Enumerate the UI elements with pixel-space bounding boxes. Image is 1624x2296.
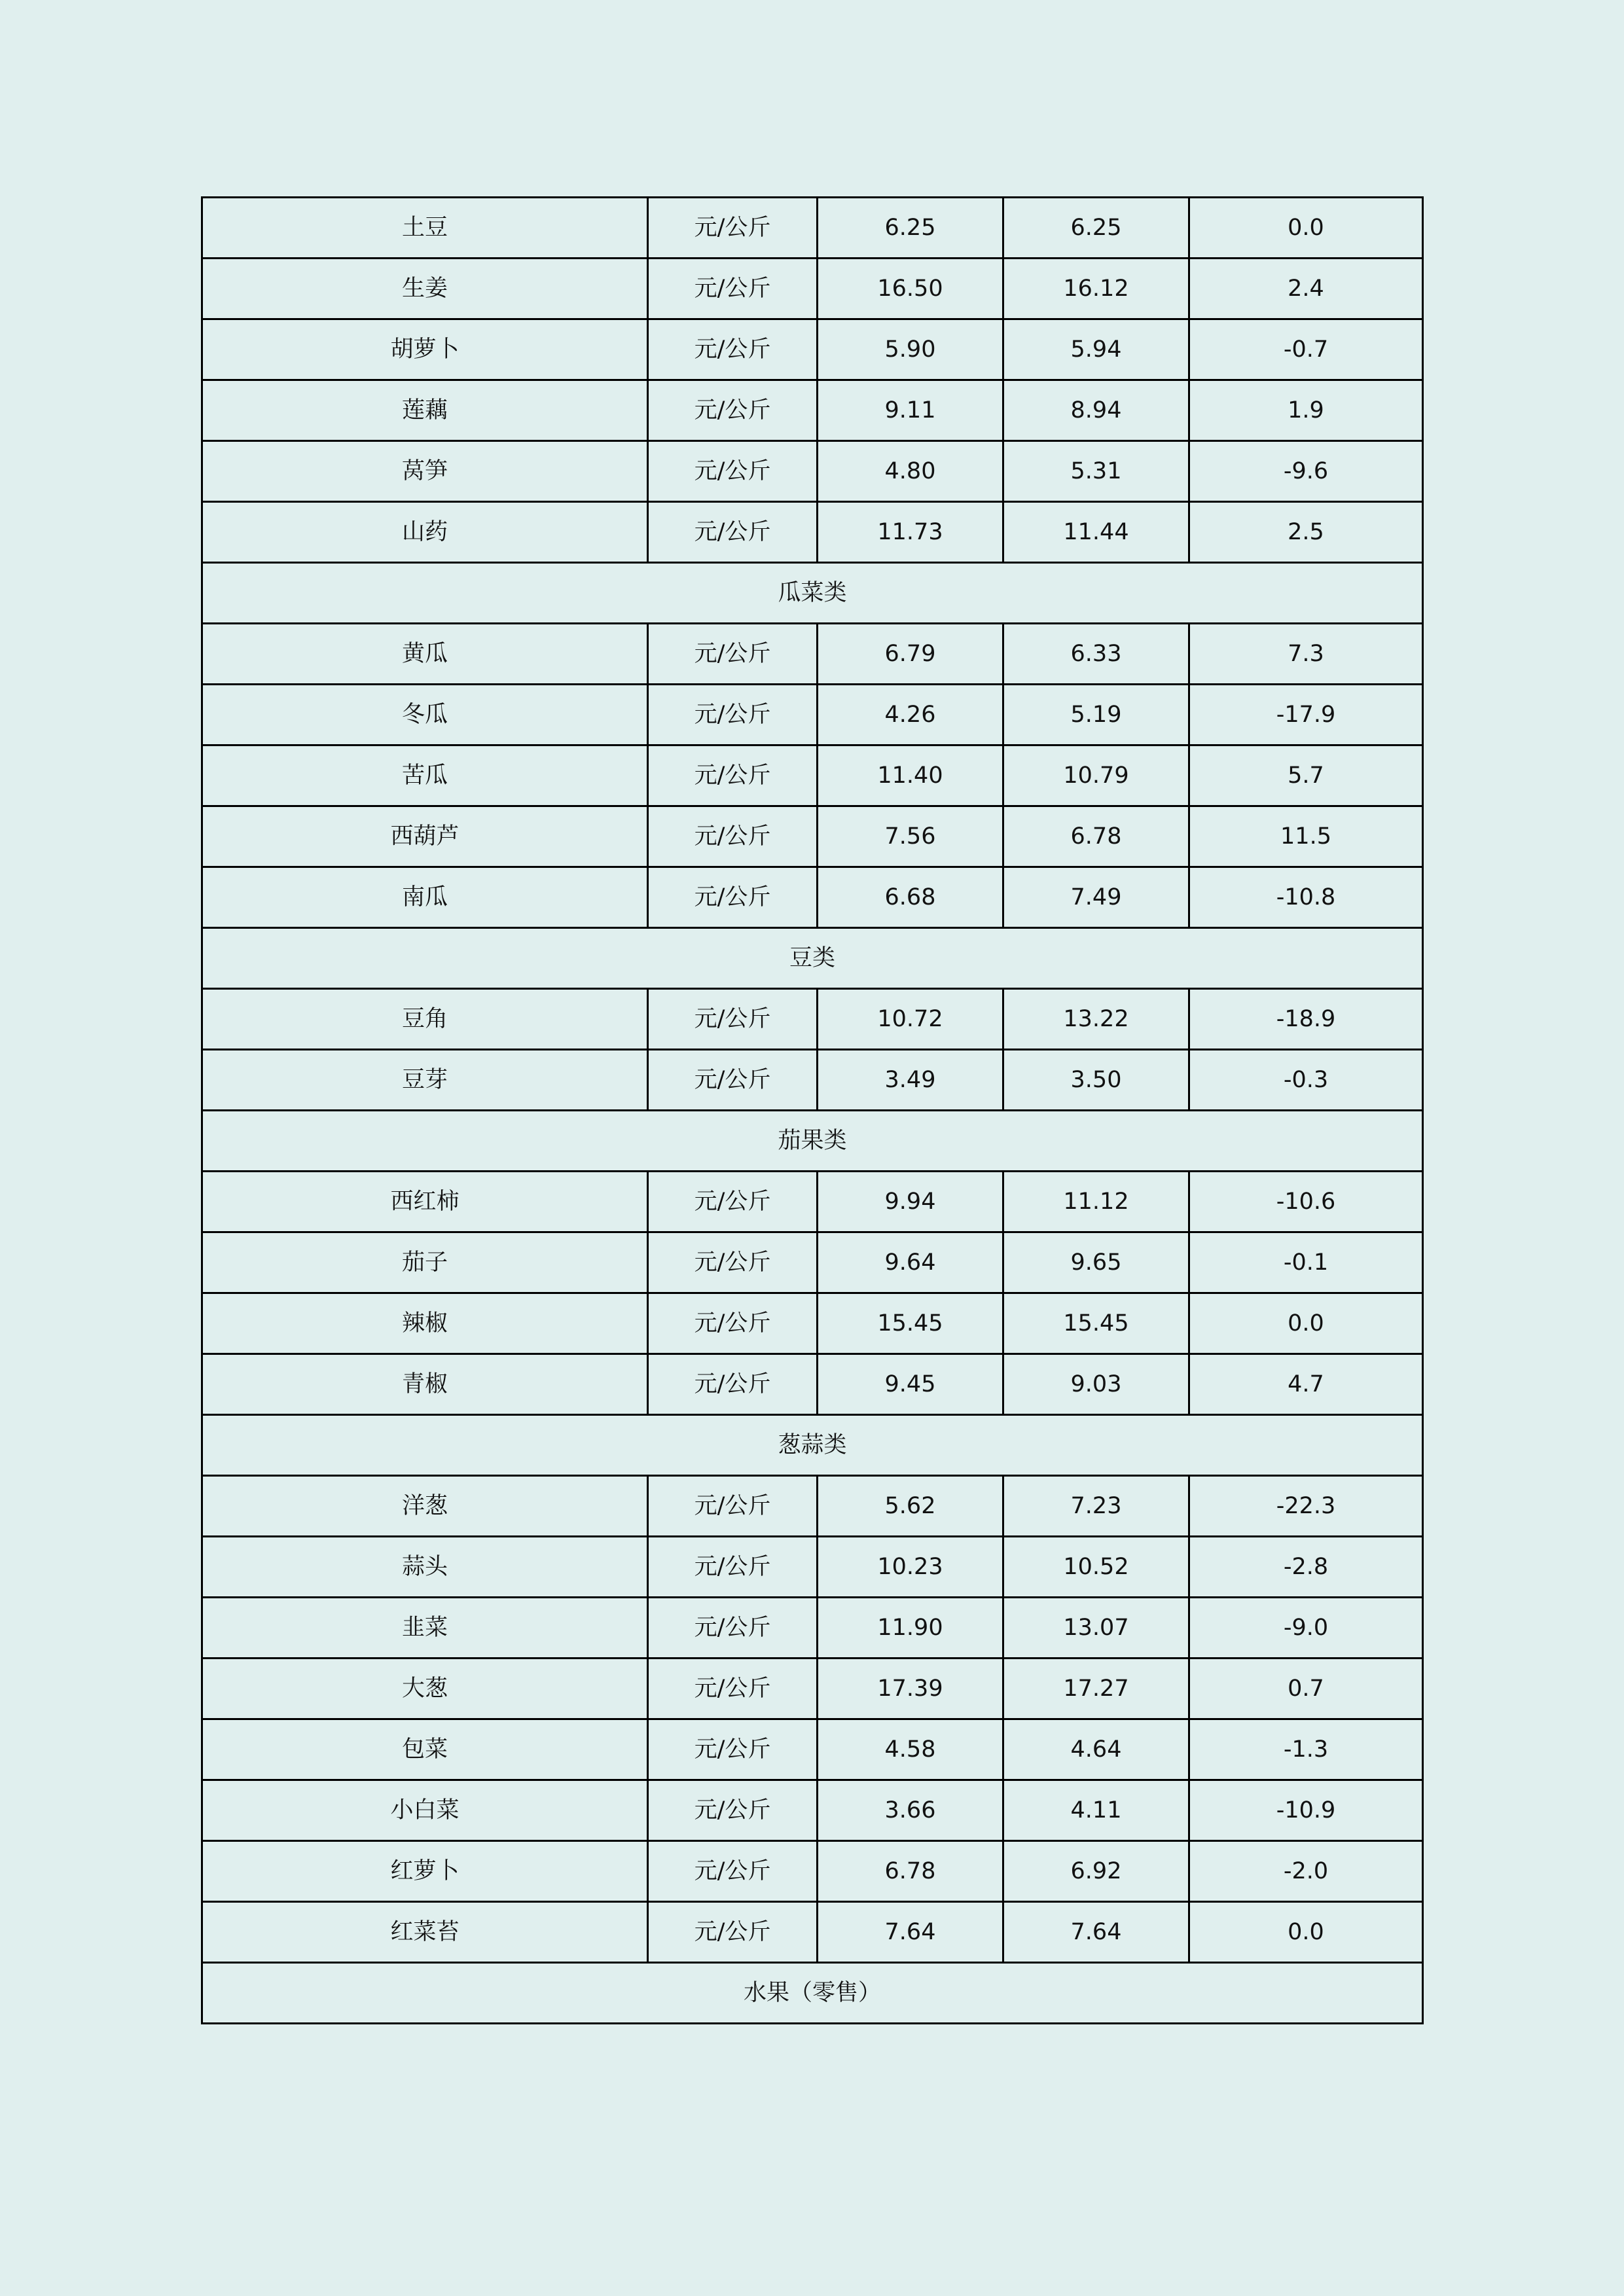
category-row	[202, 563, 1423, 624]
table-row	[202, 745, 1423, 806]
current-price-cell: 6.68	[818, 867, 1003, 928]
previous-price-cell: 9.65	[1003, 1232, 1189, 1293]
item-name-cell: 洋葱	[202, 1476, 648, 1537]
previous-price-cell: 16.12	[1003, 259, 1189, 319]
unit-cell: 元/公斤	[648, 441, 818, 502]
change-percent-cell: 5.7	[1189, 745, 1423, 806]
unit-cell: 元/公斤	[648, 685, 818, 745]
table-row	[202, 1050, 1423, 1111]
previous-price-cell: 13.22	[1003, 989, 1189, 1050]
previous-price-cell: 11.12	[1003, 1172, 1189, 1232]
unit-cell: 元/公斤	[648, 1841, 818, 1902]
unit-cell: 元/公斤	[648, 1050, 818, 1111]
current-price-cell: 10.23	[818, 1537, 1003, 1598]
item-name-cell: 南瓜	[202, 867, 648, 928]
previous-price-cell: 6.78	[1003, 806, 1189, 867]
item-name-cell: 大葱	[202, 1659, 648, 1719]
item-name-cell: 辣椒	[202, 1293, 648, 1354]
previous-price-cell: 10.79	[1003, 745, 1189, 806]
change-percent-cell: -2.8	[1189, 1537, 1423, 1598]
change-percent-cell: -0.3	[1189, 1050, 1423, 1111]
current-price-cell: 7.56	[818, 806, 1003, 867]
previous-price-cell: 17.27	[1003, 1659, 1189, 1719]
current-price-cell: 11.73	[818, 502, 1003, 563]
item-name-cell: 豆芽	[202, 1050, 648, 1111]
previous-price-cell: 6.33	[1003, 624, 1189, 685]
change-percent-cell: -18.9	[1189, 989, 1423, 1050]
category-row	[202, 1963, 1423, 2024]
change-percent-cell: -22.3	[1189, 1476, 1423, 1537]
current-price-cell: 6.78	[818, 1841, 1003, 1902]
current-price-cell: 9.45	[818, 1354, 1003, 1415]
change-percent-cell: 7.3	[1189, 624, 1423, 685]
previous-price-cell: 4.64	[1003, 1719, 1189, 1780]
change-percent-cell: -2.0	[1189, 1841, 1423, 1902]
current-price-cell: 15.45	[818, 1293, 1003, 1354]
unit-cell: 元/公斤	[648, 1354, 818, 1415]
previous-price-cell: 6.92	[1003, 1841, 1189, 1902]
unit-cell: 元/公斤	[648, 1293, 818, 1354]
category-label: 水果（零售）	[202, 1963, 1423, 2024]
item-name-cell: 冬瓜	[202, 685, 648, 745]
current-price-cell: 4.80	[818, 441, 1003, 502]
current-price-cell: 6.25	[818, 198, 1003, 259]
change-percent-cell: 0.7	[1189, 1659, 1423, 1719]
previous-price-cell: 4.11	[1003, 1780, 1189, 1841]
item-name-cell: 西葫芦	[202, 806, 648, 867]
table-row	[202, 1476, 1423, 1537]
current-price-cell: 9.11	[818, 380, 1003, 441]
item-name-cell: 生姜	[202, 259, 648, 319]
table-row	[202, 1293, 1423, 1354]
unit-cell: 元/公斤	[648, 1172, 818, 1232]
current-price-cell: 4.26	[818, 685, 1003, 745]
table-row	[202, 1354, 1423, 1415]
previous-price-cell: 13.07	[1003, 1598, 1189, 1659]
unit-cell: 元/公斤	[648, 198, 818, 259]
previous-price-cell: 5.94	[1003, 319, 1189, 380]
current-price-cell: 11.40	[818, 745, 1003, 806]
price-table	[201, 196, 1424, 2024]
unit-cell: 元/公斤	[648, 1476, 818, 1537]
item-name-cell: 包菜	[202, 1719, 648, 1780]
current-price-cell: 7.64	[818, 1902, 1003, 1963]
unit-cell: 元/公斤	[648, 745, 818, 806]
previous-price-cell: 5.31	[1003, 441, 1189, 502]
change-percent-cell: 0.0	[1189, 1902, 1423, 1963]
item-name-cell: 西红柿	[202, 1172, 648, 1232]
current-price-cell: 6.79	[818, 624, 1003, 685]
current-price-cell: 5.62	[818, 1476, 1003, 1537]
item-name-cell: 山药	[202, 502, 648, 563]
change-percent-cell: -10.6	[1189, 1172, 1423, 1232]
previous-price-cell: 9.03	[1003, 1354, 1189, 1415]
table-row	[202, 1780, 1423, 1841]
table-row	[202, 624, 1423, 685]
unit-cell: 元/公斤	[648, 1598, 818, 1659]
current-price-cell: 4.58	[818, 1719, 1003, 1780]
current-price-cell: 17.39	[818, 1659, 1003, 1719]
item-name-cell: 莴笋	[202, 441, 648, 502]
change-percent-cell: -9.0	[1189, 1598, 1423, 1659]
category-label: 茄果类	[202, 1111, 1423, 1172]
category-label: 葱蒜类	[202, 1415, 1423, 1476]
item-name-cell: 茄子	[202, 1232, 648, 1293]
unit-cell: 元/公斤	[648, 1659, 818, 1719]
unit-cell: 元/公斤	[648, 1719, 818, 1780]
current-price-cell: 9.94	[818, 1172, 1003, 1232]
table-row	[202, 685, 1423, 745]
table-row	[202, 259, 1423, 319]
unit-cell: 元/公斤	[648, 1780, 818, 1841]
item-name-cell: 豆角	[202, 989, 648, 1050]
table-row	[202, 867, 1423, 928]
current-price-cell: 9.64	[818, 1232, 1003, 1293]
item-name-cell: 苦瓜	[202, 745, 648, 806]
current-price-cell: 16.50	[818, 259, 1003, 319]
table-row	[202, 806, 1423, 867]
table-row	[202, 1841, 1423, 1902]
change-percent-cell: 11.5	[1189, 806, 1423, 867]
current-price-cell: 3.49	[818, 1050, 1003, 1111]
table-row	[202, 1659, 1423, 1719]
table-row	[202, 319, 1423, 380]
unit-cell: 元/公斤	[648, 806, 818, 867]
previous-price-cell: 6.25	[1003, 198, 1189, 259]
item-name-cell: 胡萝卜	[202, 319, 648, 380]
change-percent-cell: -1.3	[1189, 1719, 1423, 1780]
item-name-cell: 莲藕	[202, 380, 648, 441]
current-price-cell: 5.90	[818, 319, 1003, 380]
table-row	[202, 1232, 1423, 1293]
current-price-cell: 11.90	[818, 1598, 1003, 1659]
unit-cell: 元/公斤	[648, 624, 818, 685]
change-percent-cell: -0.7	[1189, 319, 1423, 380]
item-name-cell: 青椒	[202, 1354, 648, 1415]
previous-price-cell: 7.64	[1003, 1902, 1189, 1963]
unit-cell: 元/公斤	[648, 989, 818, 1050]
item-name-cell: 红萝卜	[202, 1841, 648, 1902]
table-row	[202, 380, 1423, 441]
table-row	[202, 989, 1423, 1050]
item-name-cell: 小白菜	[202, 1780, 648, 1841]
current-price-cell: 10.72	[818, 989, 1003, 1050]
change-percent-cell: 0.0	[1189, 1293, 1423, 1354]
unit-cell: 元/公斤	[648, 380, 818, 441]
previous-price-cell: 3.50	[1003, 1050, 1189, 1111]
category-row	[202, 1415, 1423, 1476]
table-row	[202, 502, 1423, 563]
category-label: 瓜菜类	[202, 563, 1423, 624]
table-row	[202, 1172, 1423, 1232]
change-percent-cell: -10.8	[1189, 867, 1423, 928]
change-percent-cell: 1.9	[1189, 380, 1423, 441]
previous-price-cell: 11.44	[1003, 502, 1189, 563]
change-percent-cell: -0.1	[1189, 1232, 1423, 1293]
previous-price-cell: 10.52	[1003, 1537, 1189, 1598]
unit-cell: 元/公斤	[648, 1902, 818, 1963]
table-row	[202, 1598, 1423, 1659]
previous-price-cell: 8.94	[1003, 380, 1189, 441]
unit-cell: 元/公斤	[648, 1232, 818, 1293]
item-name-cell: 红菜苔	[202, 1902, 648, 1963]
change-percent-cell: -10.9	[1189, 1780, 1423, 1841]
previous-price-cell: 5.19	[1003, 685, 1189, 745]
category-label: 豆类	[202, 928, 1423, 989]
unit-cell: 元/公斤	[648, 502, 818, 563]
change-percent-cell: 2.5	[1189, 502, 1423, 563]
unit-cell: 元/公斤	[648, 1537, 818, 1598]
table-row	[202, 1537, 1423, 1598]
table-row	[202, 1902, 1423, 1963]
previous-price-cell: 15.45	[1003, 1293, 1189, 1354]
current-price-cell: 3.66	[818, 1780, 1003, 1841]
category-row	[202, 928, 1423, 989]
unit-cell: 元/公斤	[648, 867, 818, 928]
change-percent-cell: 4.7	[1189, 1354, 1423, 1415]
price-table-body	[202, 198, 1423, 2024]
change-percent-cell: 0.0	[1189, 198, 1423, 259]
unit-cell: 元/公斤	[648, 319, 818, 380]
item-name-cell: 蒜头	[202, 1537, 648, 1598]
item-name-cell: 黄瓜	[202, 624, 648, 685]
unit-cell: 元/公斤	[648, 259, 818, 319]
category-row	[202, 1111, 1423, 1172]
change-percent-cell: -9.6	[1189, 441, 1423, 502]
table-row	[202, 198, 1423, 259]
item-name-cell: 土豆	[202, 198, 648, 259]
previous-price-cell: 7.23	[1003, 1476, 1189, 1537]
table-row	[202, 441, 1423, 502]
previous-price-cell: 7.49	[1003, 867, 1189, 928]
item-name-cell: 韭菜	[202, 1598, 648, 1659]
table-row	[202, 1719, 1423, 1780]
change-percent-cell: 2.4	[1189, 259, 1423, 319]
change-percent-cell: -17.9	[1189, 685, 1423, 745]
